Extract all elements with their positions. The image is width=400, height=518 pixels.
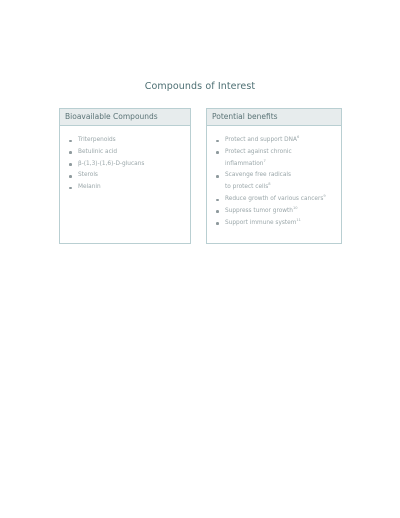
list-item: Reduce growth of various cancers$^9$ (216, 194, 341, 206)
bioavailable-compounds-header: Bioavailable Compounds (60, 109, 190, 126)
bullet-icon (216, 175, 219, 178)
bullet-icon (69, 140, 72, 143)
bioavailable-compounds-card (59, 108, 191, 244)
reference-number: 6 (296, 135, 300, 139)
list-item: Triterpenoids (69, 135, 190, 147)
bullet-icon (69, 151, 72, 154)
reference-number: 7 (263, 158, 266, 163)
bullet-icon (69, 187, 72, 190)
list-item: Protect and support DNA$^6$ (216, 135, 341, 147)
reference-number: 10 (292, 205, 298, 210)
list-item: Melanin (69, 182, 190, 194)
list-item: Support immune system$^{11}$ (216, 218, 341, 230)
list-item: Suppress tumor growth$^{10}$ (216, 206, 341, 218)
bullet-icon (216, 199, 219, 202)
bullet-icon (216, 151, 219, 154)
list-item: Protect against chronic inflammation$^7$ (216, 147, 341, 171)
bullet-icon (69, 175, 72, 178)
reference-number: 9 (323, 193, 326, 198)
potential-benefits-header: Potential benefits (207, 109, 341, 126)
page-title: Compounds of Interest (144, 81, 256, 92)
list-item: Sterols (69, 170, 190, 182)
bullet-icon (216, 222, 219, 225)
potential-benefits-card (206, 108, 342, 244)
list-item: β-(1,3)-(1,6)-D-glucans (69, 159, 190, 171)
potential-benefits-list (207, 135, 341, 229)
bullet-icon (216, 210, 219, 213)
reference-number: 8 (268, 182, 271, 187)
reference-number: 11 (296, 217, 301, 222)
bullet-icon (216, 140, 219, 143)
bioavailable-compounds-list (60, 135, 190, 194)
list-item: Betulinic acid (69, 147, 190, 159)
list-item: Scavenge free radicals to protect cells$^8$ (216, 170, 341, 194)
bullet-icon (69, 163, 72, 166)
